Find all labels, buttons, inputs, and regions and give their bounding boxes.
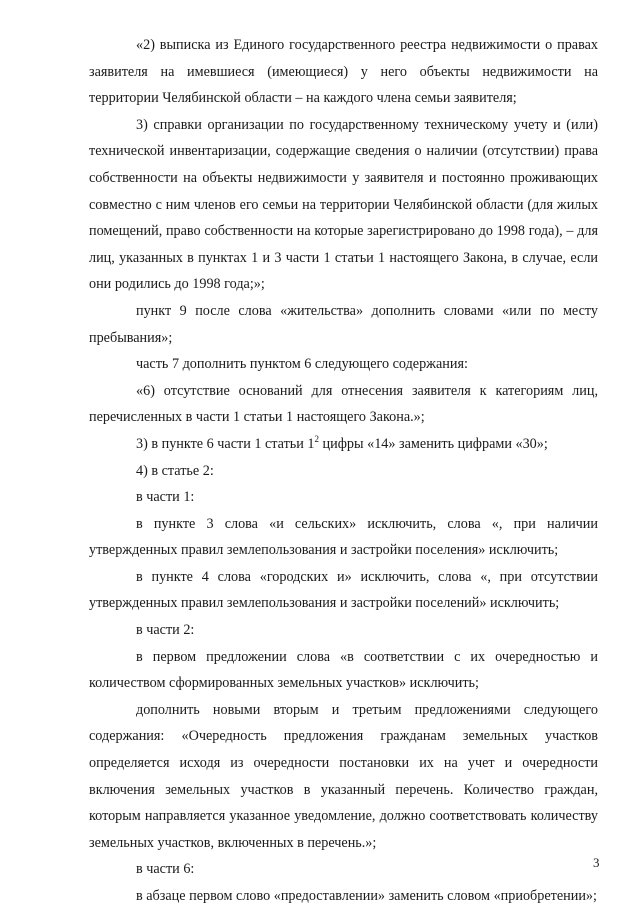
paragraph-extract-egrn: «2) выписка из Единого государственного реестра недвижимости о правах заявителя на имевшиеся (имеющиеся) у него объекты недвижимости на территории Челябинской области – на каждого члена семьи заявителя; [89,37,598,107]
paragraph-bti-certificates: 3) справки организации по государственному техническому учету и (или) технической инвентаризации, содержащие сведения о наличии (отсутствии) права собственности на объекты недвижимости у заявителя и постоянно проживающих совместно с ним членов его семьи на территории Челябинской области (для жилых помещений, право собственности на которые зарегистрировано до 1998 года), – для лиц, указанных в пунктах 1 и 3 части 1 статьи 1 настоящего Закона, в случае, если они родились до 1998 года;»; [89,116,598,293]
paragraph-article-2: 4) в статье 2: [136,462,214,479]
paragraph-part-2: в части 2: [136,622,195,639]
paragraph-item-3: в пункте 3 слова «и сельских» исключить, слова «, при наличии утвержденных правил землепользования и застройки поселения» исключить; [89,515,598,559]
paragraph-new-sentences: дополнить новыми вторым и третьим предложениями следующего содержания: «Очередность предложения гражданам земельных участков определяется исходя из очередности постановки их на учет и очередности включения земельных участков в указанный перечень. Количество граждан, которым направляется указанное уведомление, должно соответствовать количеству земельных участков, включенных в перечень.»; [89,701,598,851]
paragraph-first-sentence: в первом предложении слова «в соответствии с их очередностью и количеством сформированных земельных участков» исключить; [89,648,598,692]
paragraph-first-clause: в абзаце первом слово «предоставлении» заменить словом «приобретении»; [136,888,597,904]
paragraph-item-9: пункт 9 после слова «жительства» дополнить словами «или по месту пребывания»; [89,302,598,346]
superscript-article-index: 2 [314,433,319,444]
paragraph-amendment-3 [89,431,598,458]
amendment-3-text: 3) в пункте 6 части 1 статьи 1 [136,435,315,452]
paragraph-item-6-content: «6) отсутствие оснований для отнесения заявителя к категориям лиц, перечисленных в части 1 статьи 1 настоящего Закона.»; [89,382,598,426]
paragraph-item-4: в пункте 4 слова «городских и» исключить, слова «, при отсутствии утвержденных правил землепользования и застройки поселений» исключить; [89,568,598,612]
document-body [89,32,598,910]
paragraph-part-6: в части 6: [136,861,195,878]
paragraph-part-1: в части 1: [136,489,195,506]
amendment-3-text-end: цифры «14» заменить цифрами «30»; [319,435,548,452]
paragraph-part-7: часть 7 дополнить пунктом 6 следующего содержания: [136,356,468,373]
page-number: 3 [593,855,600,870]
